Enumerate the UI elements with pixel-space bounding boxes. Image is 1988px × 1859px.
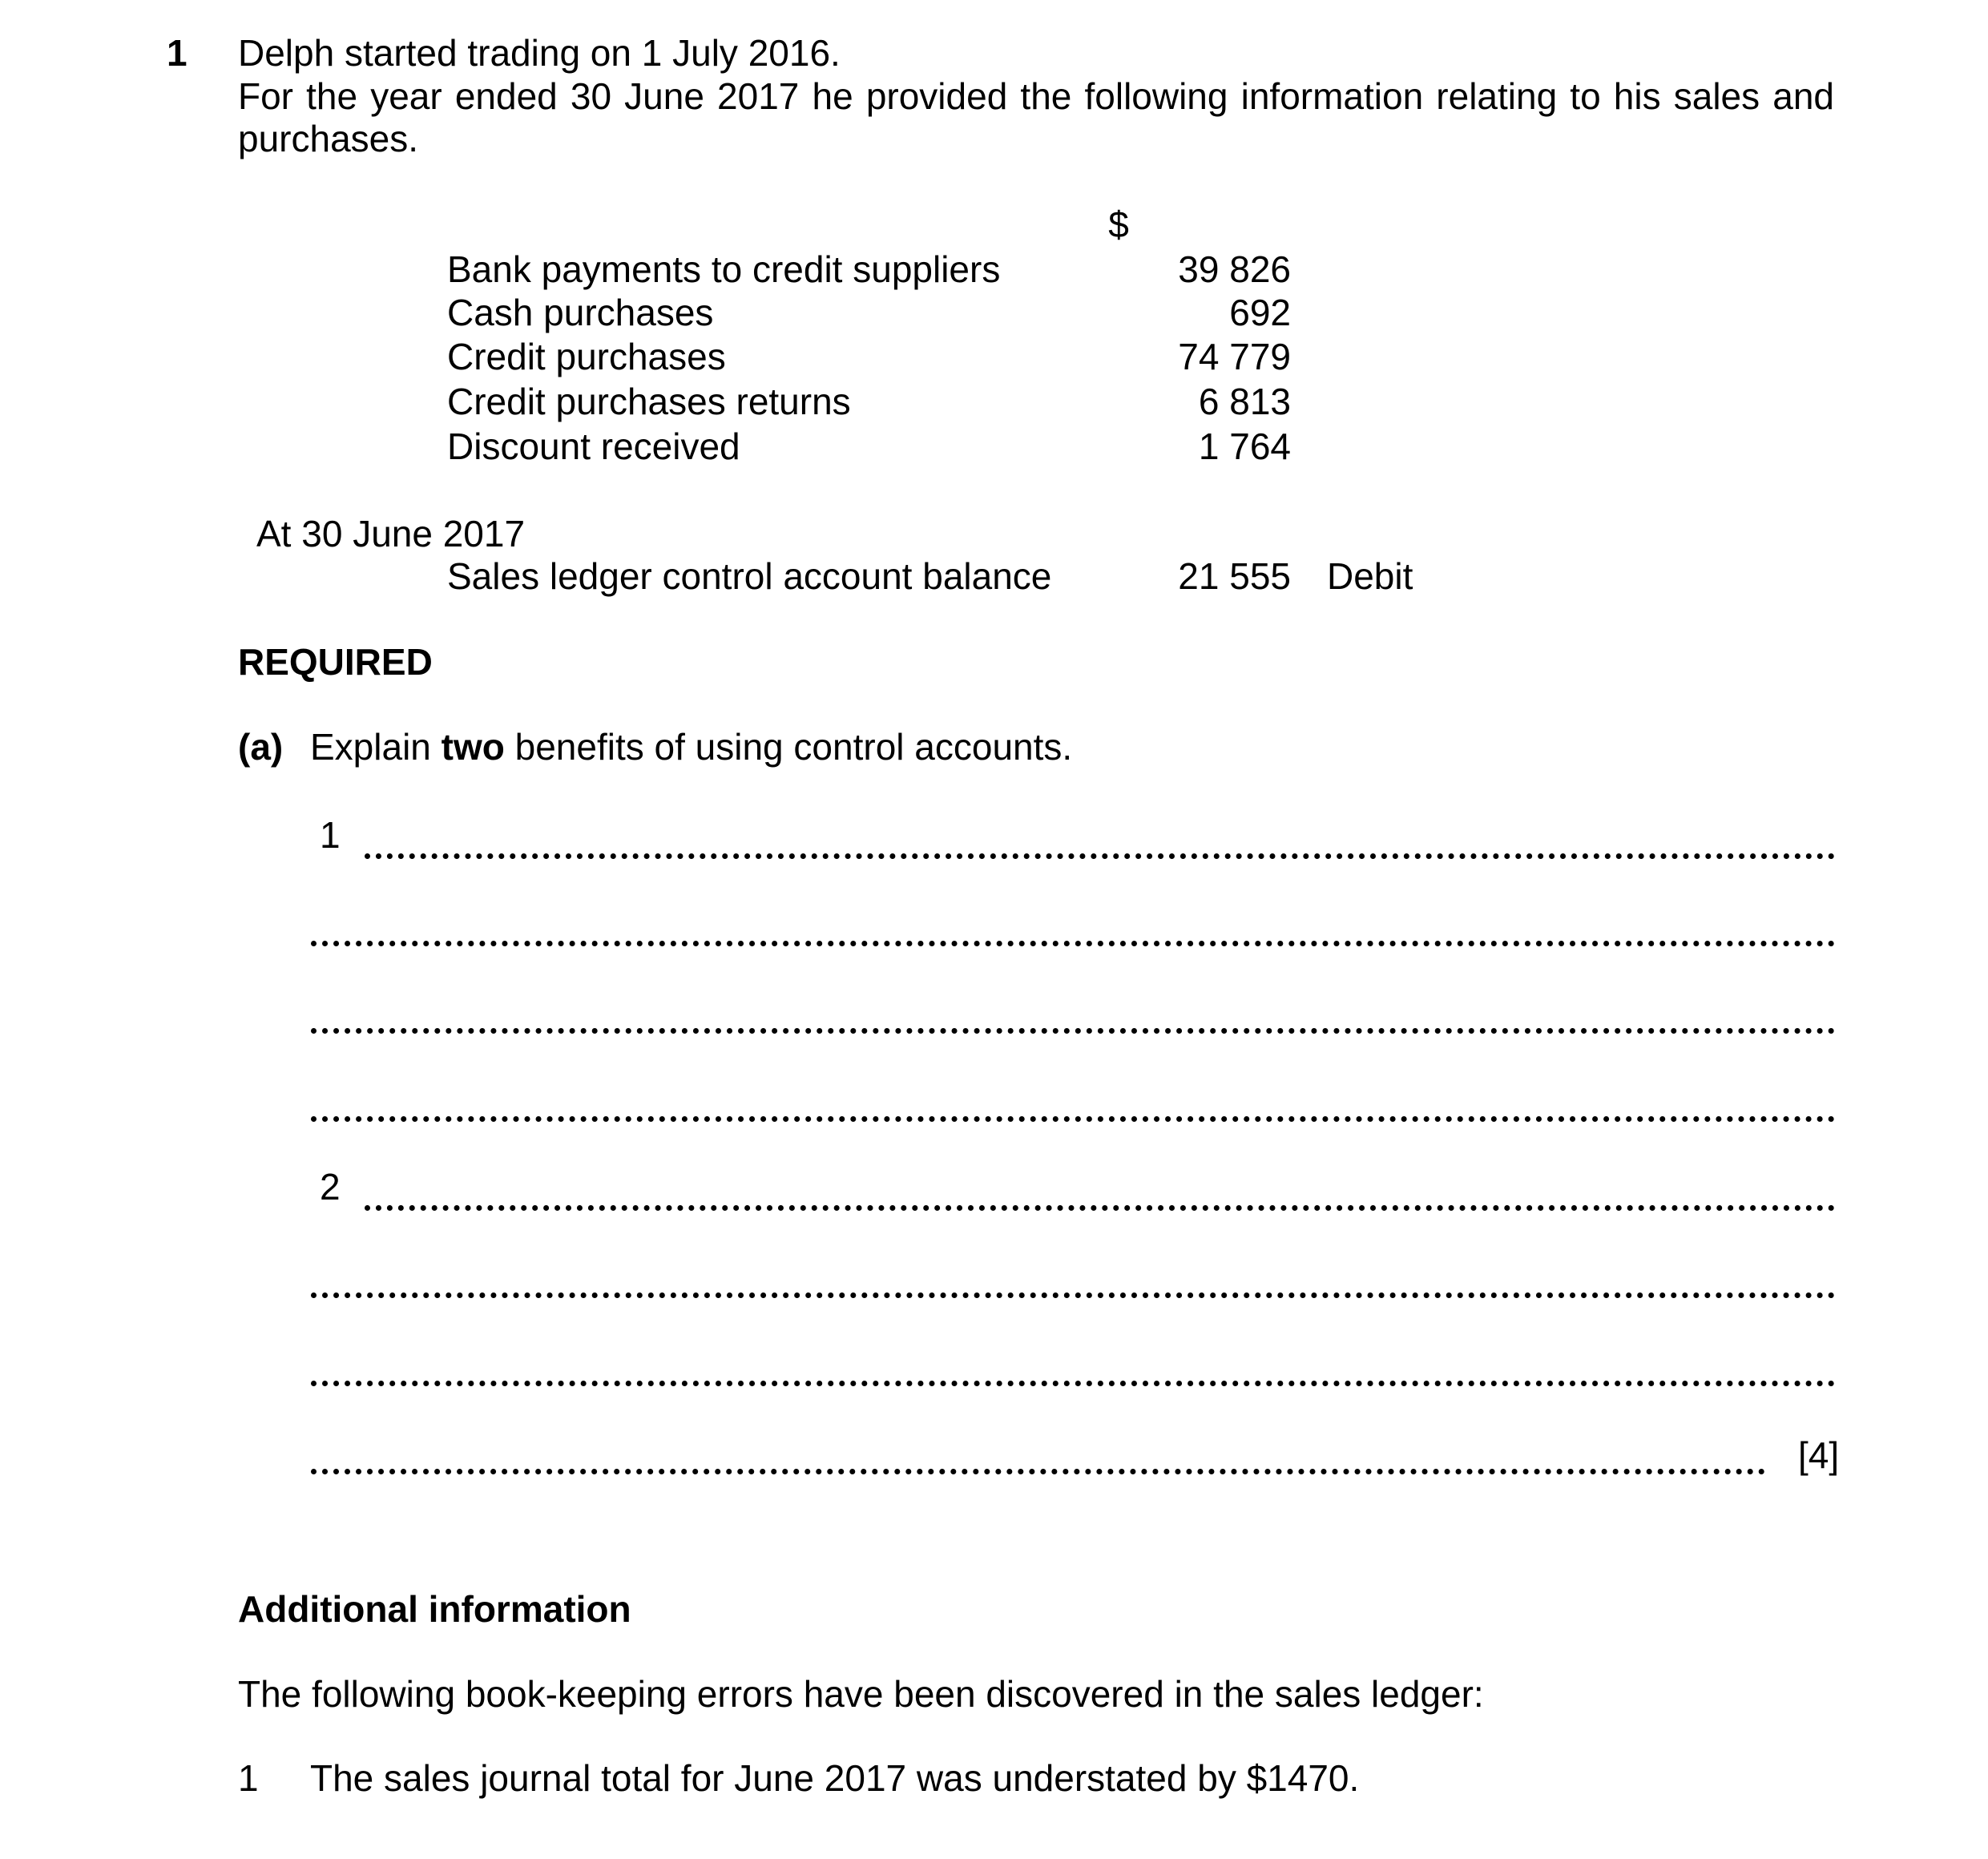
date-heading: At 30 June 2017 [256,513,526,554]
answer-line[interactable] [311,1469,1765,1474]
balance-label: Sales ledger control account balance [447,555,1052,597]
prompt-text: Explain [310,726,442,768]
balance-side: Debit [1327,555,1413,597]
table-row-label: Bank payments to credit suppliers [447,248,1001,290]
answer-line[interactable] [311,1292,1835,1298]
table-row-value: 74 779 [1178,336,1291,377]
table-row-value: 692 [1229,292,1291,333]
table-row-value: 1 764 [1198,425,1291,467]
balance-value: 21 555 [1178,555,1291,597]
marks-label: [4] [1798,1434,1840,1476]
table-row-label: Cash purchases [447,292,714,333]
intro-line-2: For the year ended 30 June 2017 he provided the following information relating to his sales and [238,75,1834,117]
table-row-value: 6 813 [1198,381,1291,422]
prompt-emphasis: two [441,726,505,768]
answer-line[interactable] [311,1028,1835,1034]
answer-label-2: 2 [320,1166,341,1208]
error-number: 1 [238,1757,259,1799]
part-label: (a) [238,726,284,768]
table-row-value: 39 826 [1178,248,1291,290]
intro-line-1: Delph started trading on 1 July 2016. [238,32,841,74]
required-heading: REQUIRED [238,641,433,683]
table-row-label: Credit purchases [447,336,726,377]
question-number: 1 [167,32,188,74]
part-prompt [310,726,1072,768]
additional-text: The following book-keeping errors have been discovered in the sales ledger: [238,1673,1484,1715]
intro-line-3: purchases. [238,118,419,159]
table-row-label: Discount received [447,425,740,467]
currency-header: $ [1108,204,1129,245]
table-row-label: Credit purchases returns [447,381,851,422]
answer-line[interactable] [365,1205,1835,1211]
answer-line[interactable] [311,1116,1835,1122]
answer-line[interactable] [311,941,1835,946]
prompt-text: benefits of using control accounts. [504,726,1073,768]
answer-label-1: 1 [320,814,341,856]
answer-line[interactable] [365,853,1835,859]
additional-heading: Additional information [238,1588,631,1630]
answer-line[interactable] [311,1381,1835,1386]
error-text: The sales journal total for June 2017 was understated by $1470. [310,1757,1360,1799]
